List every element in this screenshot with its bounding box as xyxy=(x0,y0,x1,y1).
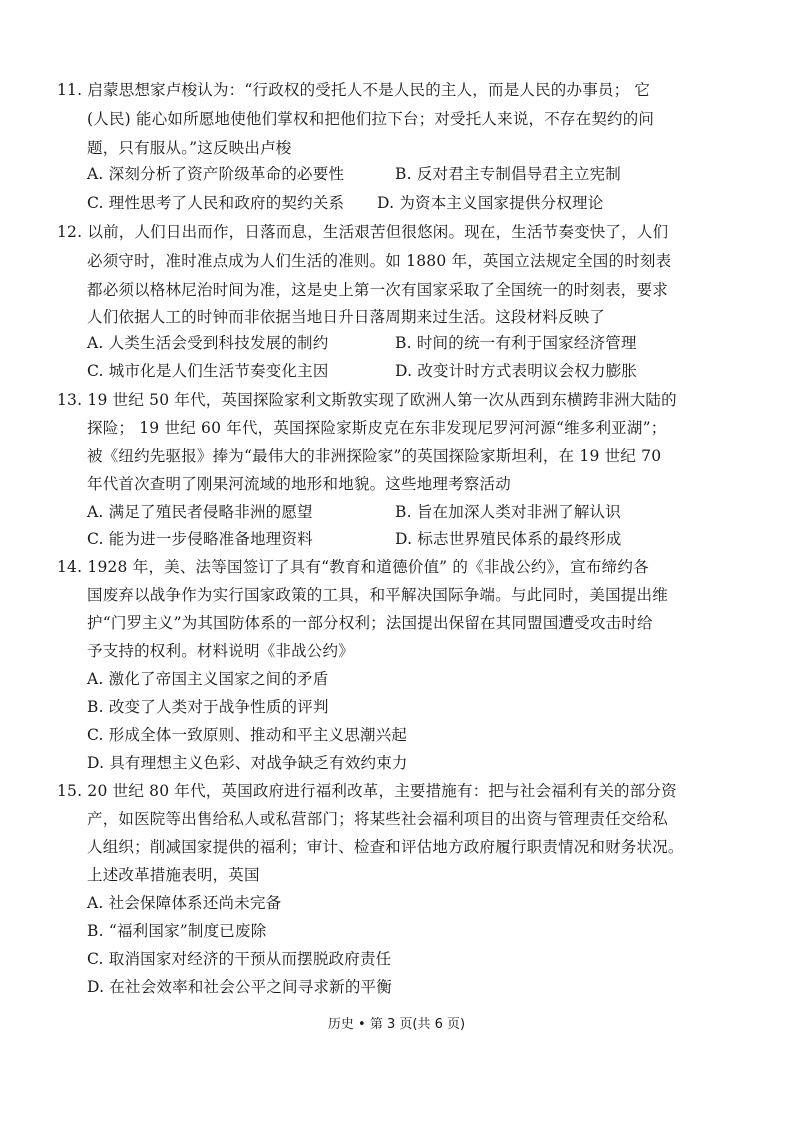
q11-line-2: (人民) 能心如所愿地使他们掌权和把他们拉下台；对受托人来说，不存在契约的问 xyxy=(87,110,655,128)
q13-line-1: 13. 19 世纪 50 年代，英国探险家利文斯敦实现了欧洲人第一次从西到东横跨非洲大陆的 xyxy=(57,391,677,409)
q14-line-3: 护“门罗主义”为其国防体系的一部分权利；法国提出保留在其同盟国遭受攻击时给 xyxy=(87,614,653,632)
q15-option-c: C. 取消国家对经济的干预从而摆脱政府责任 xyxy=(87,950,392,968)
q13-line-3: 被《纽约先驱报》捧为“最伟大的非洲探险家”的英国探险家斯坦利，在 19 世纪 70 xyxy=(87,447,662,465)
q14-option-a: A. 激化了帝国主义国家之间的矛盾 xyxy=(87,670,329,688)
q12-option-a: A. 人类生活会受到科技发展的制约 xyxy=(87,334,329,352)
q12-option-b: B. 时间的统一有利于国家经济管理 xyxy=(395,334,637,352)
q14-option-c: C. 形成全体一致原则、推动和平主义思潮兴起 xyxy=(87,726,408,744)
q15-line-1: 15. 20 世纪 80 年代，英国政府进行福利改革，主要措施有：把与社会福利有关的部分资 xyxy=(57,782,677,800)
q11-option-a: A. 深刻分析了资产阶级革命的必要性 xyxy=(87,165,345,183)
q11-line-1: 11. 启蒙思想家卢梭认为：“行政权的受托人不是人民的主人，而是人民的办事员； 它 xyxy=(57,81,651,99)
q12-option-d: D. 改变计时方式表明议会权力膨胀 xyxy=(395,362,638,380)
q15-line-4: 上述改革措施表明，英国 xyxy=(87,866,260,884)
q12-line-4: 人们依据人工的时钟而非依据当地日升日落周期来过生活。这段材料反映了 xyxy=(87,308,606,326)
q11-option-b: B. 反对君主专制倡导君主立宪制 xyxy=(395,165,621,183)
q13-option-a: A. 满足了殖民者侵略非洲的愿望 xyxy=(87,503,313,521)
page-footer: 历史 • 第 3 页(共 6 页) xyxy=(327,1017,466,1032)
q15-line-2: 产，如医院等出售给私人或私营部门；将某些社会福利项目的出资与管理责任交给私 xyxy=(87,810,668,828)
q14-line-1: 14. 1928 年，美、法等国签订了具有“教育和道德价值” 的《非战公约》，宣布缔约各 xyxy=(57,558,649,576)
q15-option-d: D. 在社会效率和社会公平之间寻求新的平衡 xyxy=(87,978,392,996)
q13-line-4: 年代首次查明了刚果河流域的地形和地貌。这些地理考察活动 xyxy=(87,475,511,493)
q13-option-c: C. 能为进一步侵略准备地理资料 xyxy=(87,530,313,548)
q11-line-3: 题，只有服从。”这反映出卢梭 xyxy=(87,139,292,157)
q11-option-d: D. 为资本主义国家提供分权理论 xyxy=(377,194,604,212)
q12-line-1: 12. 以前，人们日出而作，日落而息，生活艰苦但很悠闲。现在，生活节奏变快了，人们 xyxy=(57,223,669,241)
q14-line-4: 予支持的权利。材料说明《非战公约》 xyxy=(87,642,354,660)
q14-option-b: B. 改变了人类对于战争性质的评判 xyxy=(87,698,329,716)
q15-line-3: 人组织；削减国家提供的福利；审计、检查和评估地方政府履行职责情况和财务状况。 xyxy=(87,838,684,856)
q12-line-2: 必须守时，准时准点成为人们生活的准则。如 1880 年，英国立法规定全国的时刻表 xyxy=(87,252,672,270)
q13-option-d: D. 标志世界殖民体系的最终形成 xyxy=(395,530,622,548)
q13-option-b: B. 旨在加深人类对非洲了解认识 xyxy=(395,503,621,521)
q11-option-c: C. 理性思考了人民和政府的契约关系 xyxy=(87,194,345,212)
q12-line-3: 都必须以格林尼治时间为准，这是史上第一次有国家采取了全国统一的时刻表，要求 xyxy=(87,281,668,299)
q14-line-2: 国废弃以战争作为实行国家政策的工具，和平解决国际争端。与此同时，美国提出维 xyxy=(87,586,668,604)
q14-option-d: D. 具有理想主义色彩、对战争缺乏有效约束力 xyxy=(87,754,408,772)
q12-option-c: C. 城市化是人们生活节奏变化主因 xyxy=(87,362,329,380)
q13-line-2: 探险； 19 世纪 60 年代，英国探险家斯皮克在东非发现尼罗河河源“维多利亚湖”； xyxy=(87,419,667,437)
q15-option-b: B. “福利国家”制度已废除 xyxy=(87,922,267,940)
q15-option-a: A. 社会保障体系还尚未完备 xyxy=(87,894,282,912)
